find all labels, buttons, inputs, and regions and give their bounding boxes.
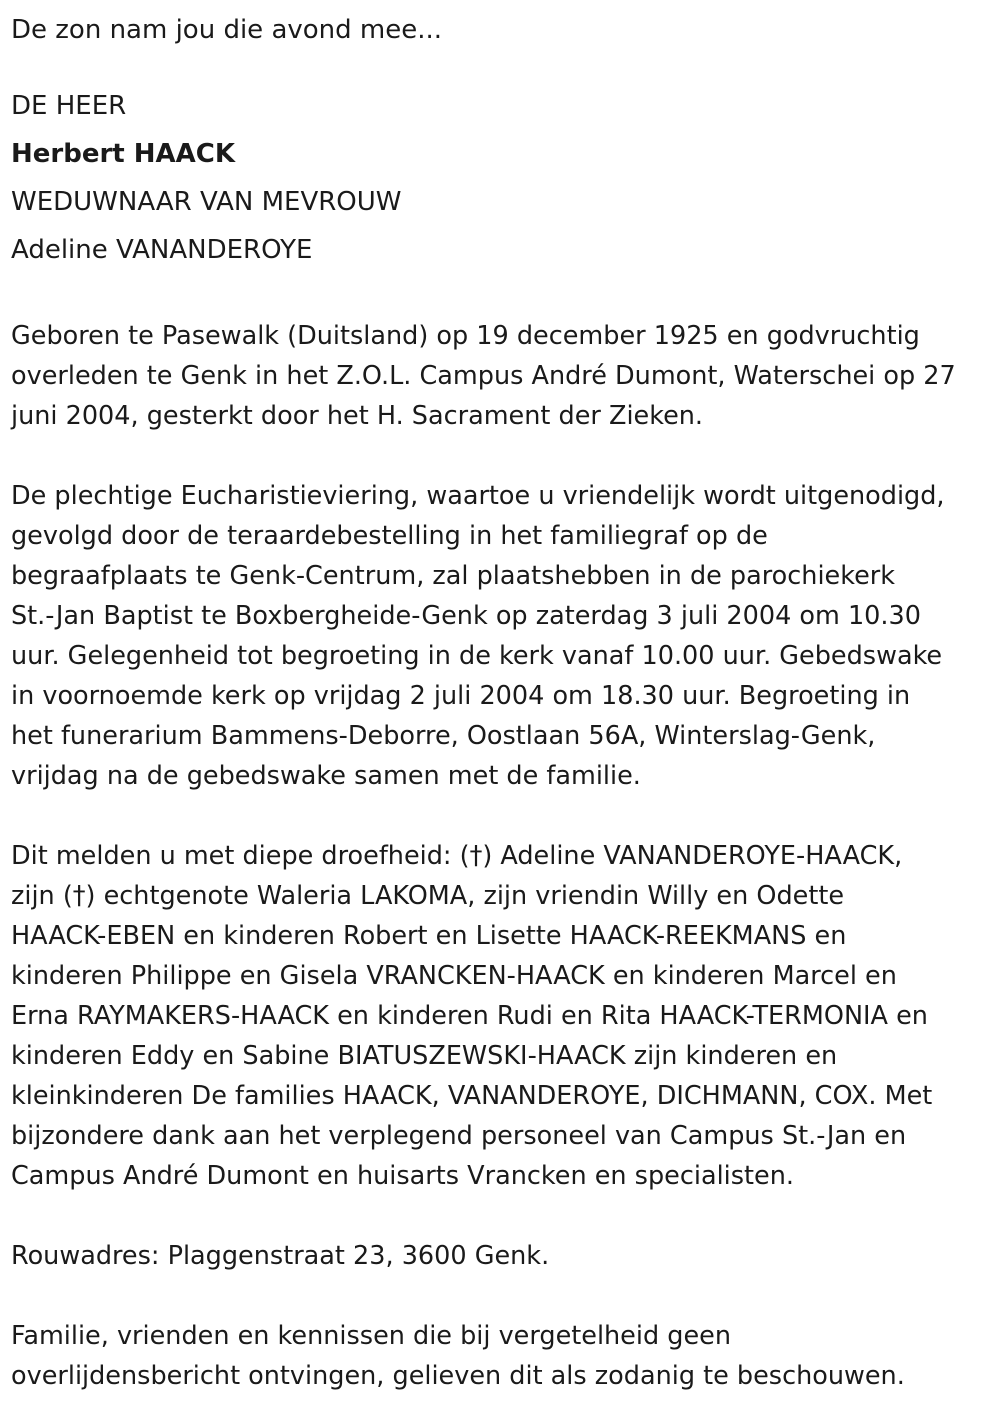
ceremony-line: uur. Gelegenheid tot begroeting in de kerk vanaf 10.00 uur. Gebedswake [11,641,943,671]
deceased-name: Herbert HAACK [11,139,235,169]
ceremony-line: gevolgd door de teraardebestelling in het familiegraf op de [11,521,768,551]
ceremony-line: St.-Jan Baptist te Boxbergheide-Genk op zaterdag 3 juli 2004 om 10.30 [11,601,921,631]
obituary-document [11,6,991,1396]
family-line: HAACK-EBEN en kinderen Robert en Lisette HAACK-REEKMANS en [11,921,847,951]
birth-line: juni 2004, gesterkt door het H. Sacrament der Zieken. [11,401,704,431]
notice-line: Familie, vrienden en kennissen die bij vergetelheid geen [11,1321,731,1351]
birth-line: Geboren te Pasewalk (Duitsland) op 19 december 1925 en godvruchtig [11,321,920,351]
family-line: Campus André Dumont en huisarts Vrancken en specialisten. [11,1161,794,1191]
family-line: Erna RAYMAKERS-HAACK en kinderen Rudi en Rita HAACK-TERMONIA en [11,1001,928,1031]
ceremony-line: vrijdag na de gebedswake samen met de familie. [11,761,641,791]
ceremony-paragraph [11,476,991,796]
title-prefix: DE HEER [11,91,127,121]
ceremony-line: De plechtige Eucharistieviering, waartoe u vriendelijk wordt uitgenodigd, [11,481,945,511]
address-paragraph [11,1236,991,1276]
relation-line: WEDUWNAAR VAN MEVROUW [11,187,402,217]
birth-line: overleden te Genk in het Z.O.L. Campus André Dumont, Waterschei op 27 [11,361,956,391]
ceremony-line: in voornoemde kerk op vrijdag 2 juli 2004 om 18.30 uur. Begroeting in [11,681,911,711]
family-line: bijzondere dank aan het verplegend personeel van Campus St.-Jan en [11,1121,907,1151]
family-line: kinderen Philippe en Gisela VRANCKEN-HAACK en kinderen Marcel en [11,961,897,991]
ceremony-line: het funerarium Bammens-Deborre, Oostlaan 56A, Winterslag-Genk, [11,721,876,751]
address-line: Rouwadres: Plaggenstraat 23, 3600 Genk. [11,1241,550,1271]
family-line: kleinkinderen De families HAACK, VANANDEROYE, DICHMANN, COX. Met [11,1081,933,1111]
spouse-name: Adeline VANANDEROYE [11,235,313,265]
family-line: kinderen Eddy en Sabine BIATUSZEWSKI-HAACK zijn kinderen en [11,1041,838,1071]
family-line: Dit melden u met diepe droefheid: (†) Adeline VANANDEROYE-HAACK, [11,841,903,871]
notice-line: overlijdensbericht ontvingen, gelieven dit als zodanig te beschouwen. [11,1361,905,1391]
intro-line: De zon nam jou die avond mee... [11,15,443,45]
family-paragraph [11,836,991,1196]
birth-paragraph [11,316,991,436]
ceremony-line: begraafplaats te Genk-Centrum, zal plaatshebben in de parochiekerk [11,561,896,591]
notice-paragraph [11,1316,991,1396]
family-line: zijn (†) echtgenote Waleria LAKOMA, zijn vriendin Willy en Odette [11,881,845,911]
